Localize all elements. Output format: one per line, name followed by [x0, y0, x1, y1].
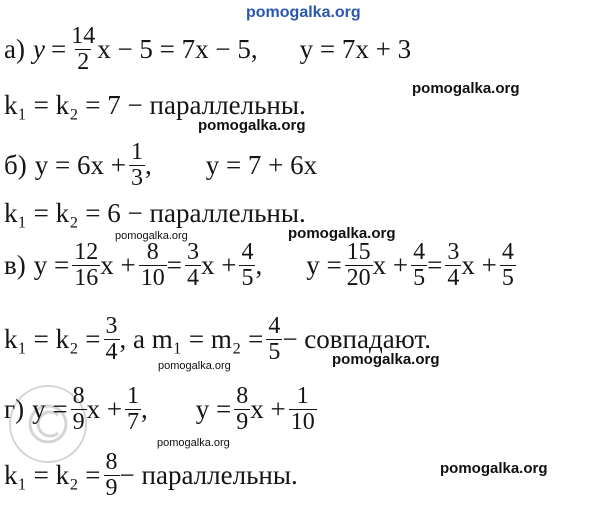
label-g: г)	[4, 394, 25, 425]
numerator: 3	[105, 313, 118, 339]
numerator: 4	[501, 239, 514, 265]
denominator: 10	[140, 265, 165, 292]
numerator: 3	[447, 239, 460, 265]
denominator: 20	[346, 265, 371, 292]
expression: y =	[32, 394, 68, 425]
line-g-equations	[4, 384, 317, 435]
numerator: 8	[72, 383, 85, 409]
conclusion-text: k₁ = k₂ =	[4, 460, 101, 491]
second-equation: y = 7 + 6x	[205, 150, 318, 181]
denominator: 5	[241, 265, 254, 292]
var-y: y	[32, 34, 45, 65]
denominator: 9	[72, 409, 85, 436]
fraction	[234, 384, 250, 435]
numerator: 4	[241, 239, 254, 265]
comma: ,	[141, 394, 148, 425]
numerator: 8	[146, 239, 159, 265]
fraction	[71, 384, 87, 435]
fraction	[445, 240, 461, 291]
line-v-equations	[4, 240, 516, 291]
expression: x +	[200, 250, 237, 281]
watermark: pomogalka.org	[115, 230, 188, 242]
expression: y =	[33, 250, 70, 281]
line-b-equations	[4, 140, 317, 191]
denominator: 5	[413, 265, 426, 292]
fraction	[139, 240, 167, 291]
conclusion-text: − совпадают.	[282, 324, 432, 355]
denominator: 10	[290, 409, 315, 436]
denominator: 4	[105, 339, 118, 366]
expression: x +	[461, 250, 497, 281]
watermark: pomogalka.org	[288, 225, 396, 242]
fraction	[500, 240, 516, 291]
label-a: а)	[4, 34, 25, 65]
fraction	[411, 240, 427, 291]
fraction	[345, 240, 373, 291]
denominator: 3	[130, 165, 143, 192]
fraction	[125, 384, 141, 435]
expression: x +	[100, 250, 136, 281]
line-g-conclusion	[4, 450, 298, 501]
equals: =	[427, 250, 443, 281]
numerator: 1	[130, 139, 143, 165]
conclusion-text: k₁ = k₂ =	[4, 324, 101, 355]
watermark: pomogalka.org	[198, 117, 306, 134]
denominator: 9	[236, 409, 249, 436]
watermark-top: pomogalka.org	[246, 4, 361, 21]
line-a-equations	[4, 24, 411, 75]
conclusion-a: k₁ = k₂ = 7 − параллельны.	[4, 90, 306, 120]
denominator: 4	[186, 265, 199, 292]
denominator: 5	[501, 265, 514, 292]
line-a-conclusion	[4, 92, 306, 119]
fraction	[104, 450, 120, 501]
second-equation: y = 7x + 3	[299, 34, 412, 65]
expression: x +	[86, 394, 123, 425]
fraction	[185, 240, 201, 291]
expression: x +	[250, 394, 286, 425]
fraction	[239, 240, 255, 291]
denominator: 5	[268, 339, 281, 366]
watermark: pomogalka.org	[412, 80, 520, 97]
fraction	[289, 384, 317, 435]
fraction	[266, 314, 282, 365]
label-v: в)	[4, 250, 26, 281]
watermark: pomogalka.org	[158, 360, 231, 372]
numerator: 8	[236, 383, 249, 409]
denominator: 2	[77, 49, 90, 76]
comma: ,	[144, 150, 152, 181]
numerator: 4	[268, 313, 281, 339]
denominator: 7	[127, 409, 140, 436]
numerator: 1	[296, 383, 309, 409]
expression: x − 5 = 7x − 5,	[97, 34, 258, 65]
numerator: 15	[346, 239, 371, 265]
comma: ,	[255, 250, 263, 281]
line-b-conclusion	[4, 200, 306, 227]
denominator: 16	[74, 265, 99, 292]
denominator: 9	[105, 475, 118, 502]
watermark: pomogalka.org	[440, 460, 548, 477]
watermark: pomogalka.org	[157, 437, 230, 449]
fraction	[129, 140, 145, 191]
numerator: 1	[127, 383, 140, 409]
numerator: 4	[413, 239, 426, 265]
numerator: 8	[105, 449, 118, 475]
conclusion-text: − параллельны.	[119, 460, 298, 491]
expression: x +	[372, 250, 409, 281]
expression: y =	[195, 394, 232, 425]
fraction	[69, 24, 97, 75]
label-b: б)	[4, 150, 27, 181]
conclusion-b: k₁ = k₂ = 6 − параллельны.	[4, 198, 306, 228]
expression: y = 6x +	[34, 150, 126, 181]
expression: y =	[306, 250, 342, 281]
numerator: 12	[74, 239, 99, 265]
fraction	[72, 240, 100, 291]
equals: =	[50, 34, 67, 65]
denominator: 4	[447, 265, 460, 292]
watermark: pomogalka.org	[332, 351, 440, 368]
conclusion-text: , а m₁ = m₂ =	[119, 324, 264, 355]
numerator: 14	[71, 23, 96, 49]
equals: =	[166, 250, 182, 281]
numerator: 3	[186, 239, 199, 265]
